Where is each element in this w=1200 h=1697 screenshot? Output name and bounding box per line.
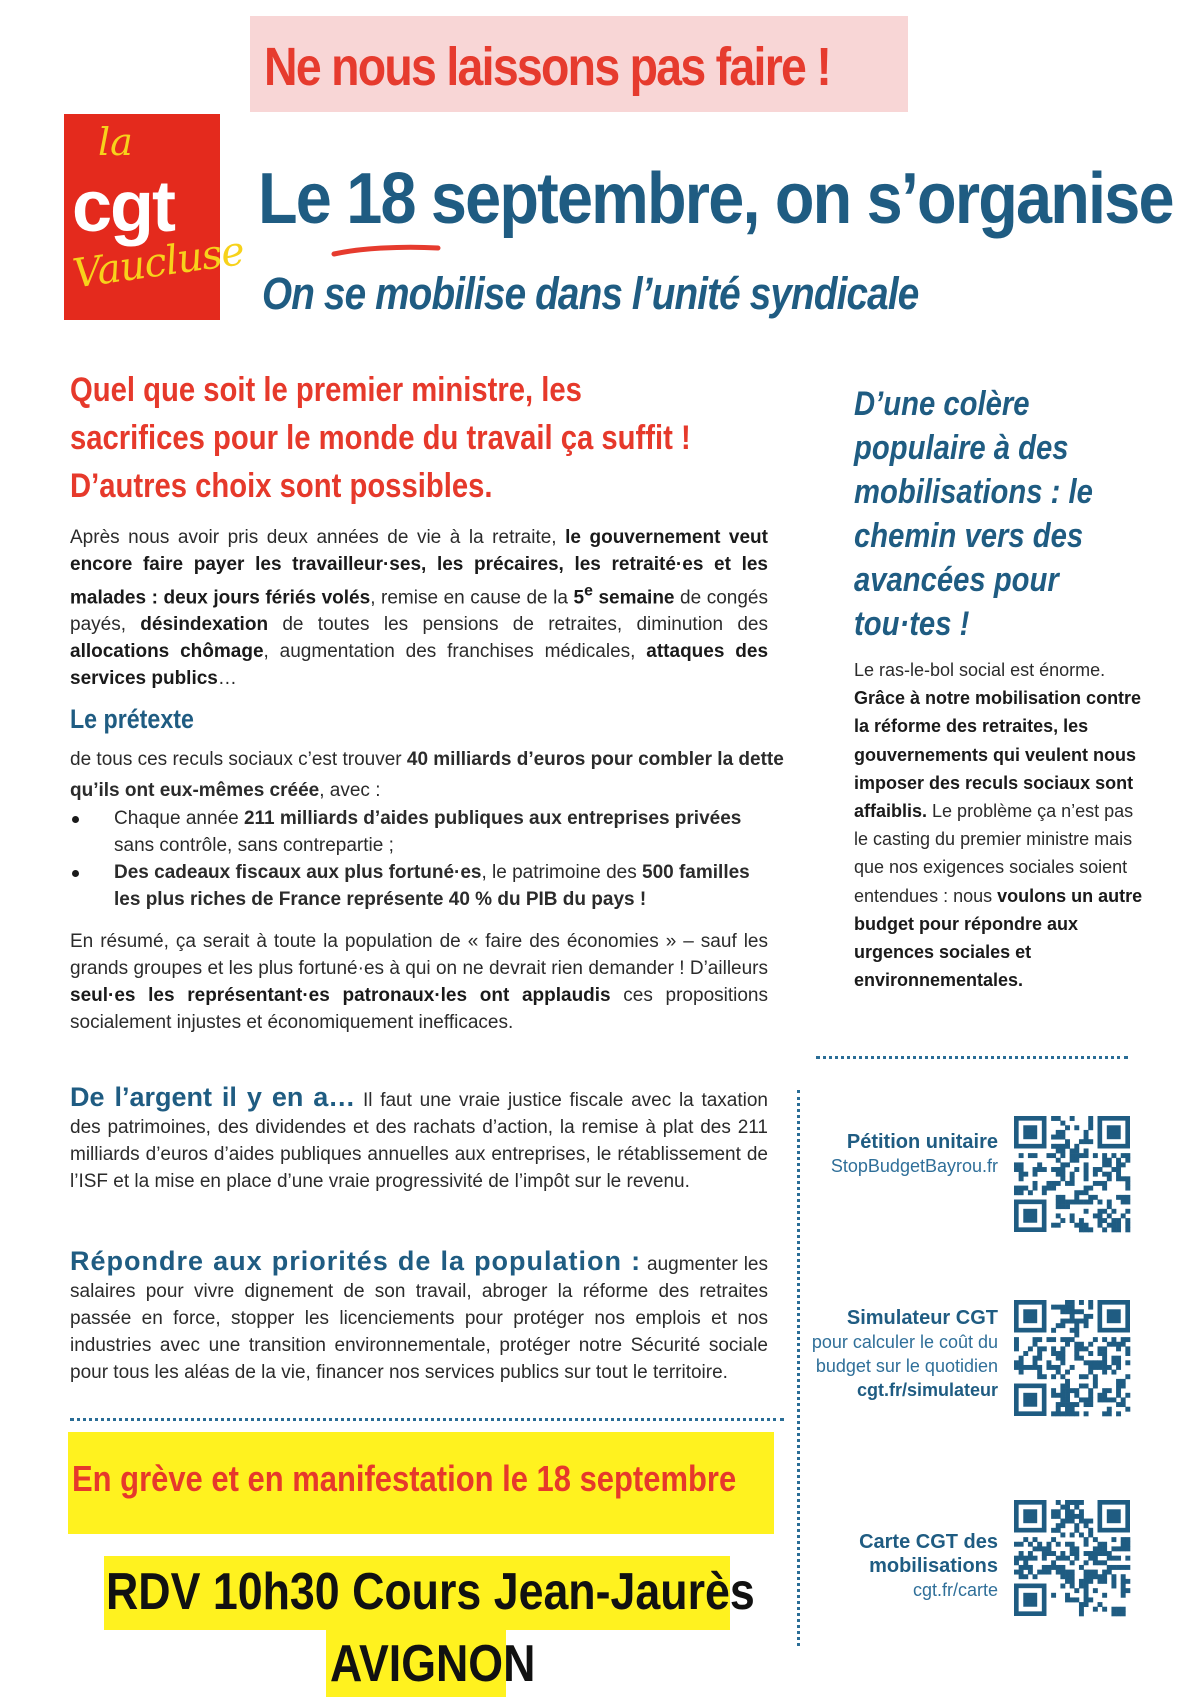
rdv-text: RDV 10h30 Cours Jean-Jaurès bbox=[106, 1563, 755, 1621]
carte-block bbox=[800, 1530, 998, 1602]
lead-heading: Quel que soit le premier ministre, les sacrifices pour le monde du travail ça suffit ! D’autres choix sont possibles. bbox=[70, 371, 691, 505]
strike-text: En grève et en manifestation le 18 septembre bbox=[72, 1458, 737, 1499]
rdv-highlight bbox=[104, 1556, 755, 1630]
city-highlight bbox=[326, 1630, 536, 1697]
logo-cgt: cgt bbox=[72, 167, 174, 247]
carte-title: Carte CGT des mobilisations bbox=[859, 1531, 998, 1577]
qr-code-icon[interactable] bbox=[1014, 1116, 1130, 1232]
logo-vaucluse: Vaucluse bbox=[70, 228, 247, 298]
city-text: AVIGNON bbox=[330, 1635, 536, 1693]
pretexte-bullet-list bbox=[70, 805, 770, 913]
red-underline-stroke bbox=[332, 240, 442, 260]
section-heading-priorites: Répondre aux priorités de la population : bbox=[70, 1246, 642, 1276]
list-item: Chaque année 211 milliards d’aides publiques aux entreprises privées sans contrôle, sans contrepartie ; bbox=[70, 805, 770, 859]
dotted-divider bbox=[70, 1418, 784, 1421]
simulateur-link[interactable]: cgt.fr/simulateur bbox=[856, 1380, 998, 1400]
petition-title: Pétition unitaire bbox=[846, 1131, 998, 1153]
strike-banner bbox=[68, 1432, 774, 1534]
sidebar-title: D’une colère populaire à des mobilisations : le chemin vers des avancées pour tou·tes ! bbox=[854, 385, 1093, 643]
page-subtitle: On se mobilise dans l’unité syndicale bbox=[262, 268, 919, 319]
petition-block bbox=[800, 1130, 998, 1178]
simulateur-title: Simulateur CGT bbox=[846, 1307, 998, 1329]
priorites-paragraph: Répondre aux priorités de la population : augmenter les salaires pour vivre dignement de son travail, abroger la réforme des retraites passée en force, stopper les licenciements pour protéger nos emplois et nos industries avec une transition environnementale, protéger notre Sécurité sociale pour tous les aléas de la vie, financer nos services publics sur tout le territoire. bbox=[70, 1246, 768, 1383]
section-heading-argent: De l’argent il y en a… bbox=[70, 1082, 356, 1112]
pretexte-intro: de tous ces reculs sociaux c’est trouver 40 milliards d’euros pour combler la dette qu’ils ont eux-mêmes créée, avec : bbox=[70, 749, 784, 801]
top-banner bbox=[250, 16, 908, 112]
logo-la: la bbox=[98, 120, 133, 164]
intro-paragraph: Après nous avoir pris deux années de vie à la retraite, le gouvernement veut encore faire payer les travailleur·ses, les précaires, les retraité·es et les malades : deux jours fériés volés, remise en cause de la 5e semaine de congés payés, désindexation de toutes les pensions de retraites, diminution des allocations chômage, augmentation des franchises médicales, attaques des services publics… bbox=[70, 527, 769, 690]
petition-link[interactable]: StopBudgetBayrou.fr bbox=[830, 1156, 998, 1176]
section-heading-pretexte: Le prétexte bbox=[70, 704, 194, 734]
dotted-divider bbox=[816, 1056, 1128, 1059]
bullet-dot-icon bbox=[72, 816, 79, 823]
simulateur-block bbox=[800, 1306, 998, 1402]
simulateur-description: pour calculer le coût du budget sur le quotidien bbox=[811, 1332, 998, 1376]
bullet-dot-icon bbox=[72, 870, 79, 877]
cgt-vaucluse-logo bbox=[64, 114, 247, 320]
qr-code-icon[interactable] bbox=[1014, 1300, 1130, 1416]
carte-link[interactable]: cgt.fr/carte bbox=[912, 1580, 998, 1600]
list-item: Des cadeaux fiscaux aux plus fortuné·es, le patrimoine des 500 familles les plus riches de France représente 40 % du PIB du pays ! bbox=[70, 859, 770, 913]
resume-paragraph: En résumé, ça serait à toute la population de « faire des économies » – sauf les grands groupes et les plus fortuné·es à qui on ne devrait rien demander ! D’ailleurs seul·es les représentant·es patronaux·les ont applaudis ces propositions socialement injustes et économiquement inefficaces. bbox=[70, 931, 768, 1033]
banner-text: Ne nous laissons pas faire ! bbox=[264, 37, 831, 97]
argent-paragraph: De l’argent il y en a… Il faut une vraie justice fiscale avec la taxation des patrimoines, des dividendes et des rachats d’action, la remise à plat des 211 milliards d’euros d’aides publiques annuelles aux entreprises, le rétablissement de l’ISF et la mise en place d’une vraie progressivité de l’impôt sur le revenu. bbox=[70, 1082, 768, 1192]
qr-code-icon[interactable] bbox=[1014, 1500, 1130, 1616]
page-title: Le 18 septembre, on s’organise bbox=[258, 159, 1173, 239]
sidebar-text: Le ras-le-bol social est énorme. Grâce à notre mobilisation contre la réforme des retraites, les gouvernements qui veulent nous imposer des reculs sociaux sont affaiblis. Le problème ça n’est pas le casting du premier ministre mais que nos exigences sociales soient entendues : nous voulons un autre budget pour répondre aux urgences sociales et environnementales. bbox=[854, 660, 1143, 991]
